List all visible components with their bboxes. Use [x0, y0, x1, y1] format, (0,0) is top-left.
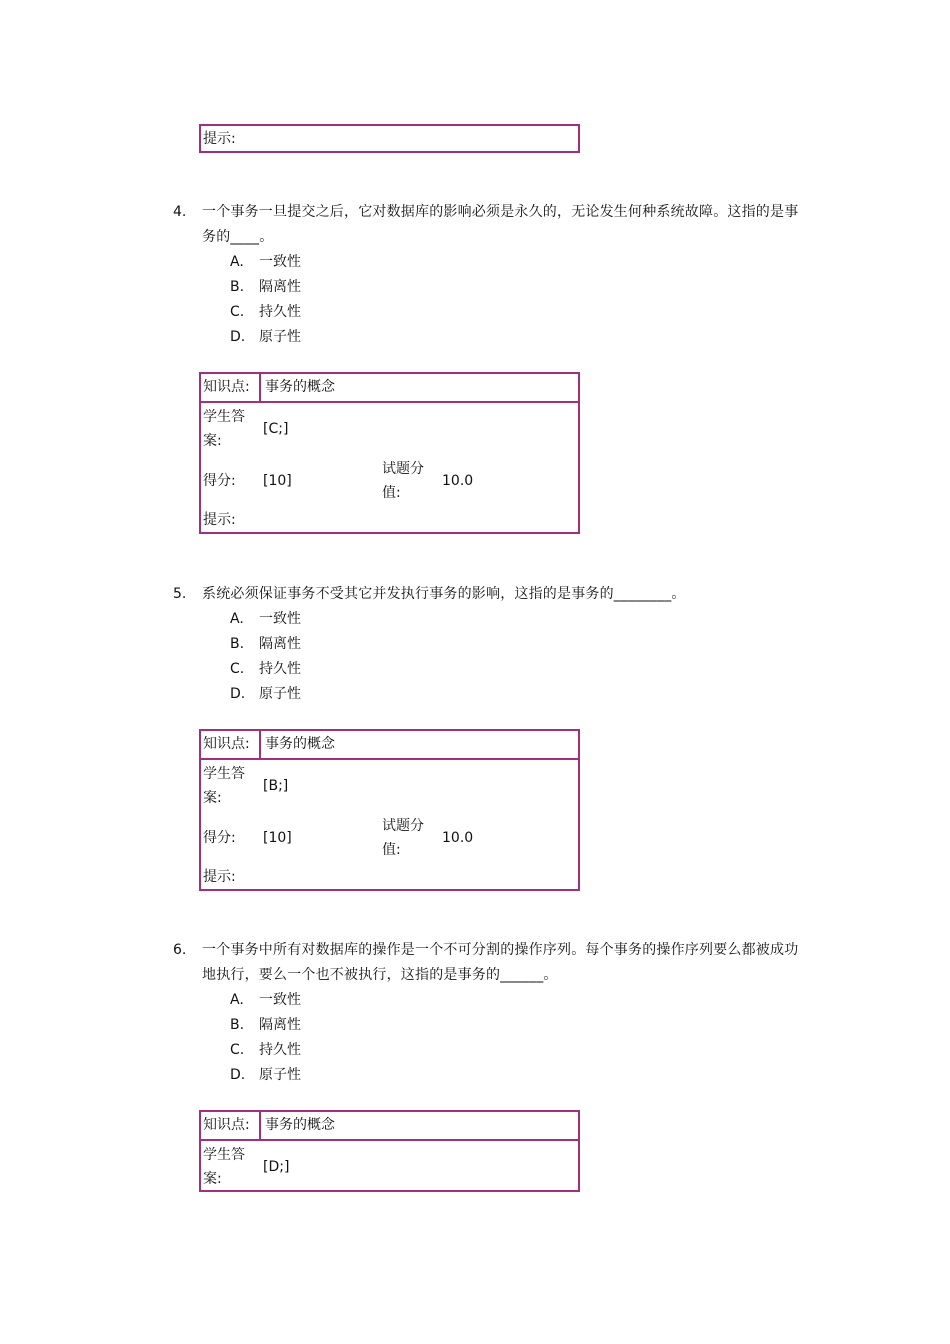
- question-value-label: 试题分值:: [382, 818, 424, 858]
- option-text: 隔离性: [259, 636, 301, 652]
- option-text: 原子性: [259, 1067, 301, 1083]
- option-letter: A.: [230, 254, 244, 270]
- question-text: 一个事务中所有对数据库的操作是一个不可分割的操作序列。每个事务的操作序列要么都被成功地执行，要么一个也不被执行，这指的是事务的______。: [202, 942, 799, 983]
- option-text: 原子性: [259, 329, 301, 345]
- option-letter: C.: [230, 661, 245, 677]
- option-text: 持久性: [259, 1042, 301, 1058]
- option-letter: C.: [230, 304, 245, 320]
- student-answer-label: 学生答案:: [203, 766, 245, 806]
- score-label: 得分:: [203, 473, 236, 489]
- knowledge-point-label: 知识点:: [201, 731, 261, 758]
- score-label: 得分:: [203, 830, 236, 846]
- student-answer-value: [D;]: [263, 1159, 290, 1175]
- score-value: [10]: [263, 473, 292, 489]
- option-text: 原子性: [259, 686, 301, 702]
- option-letter: D.: [230, 329, 246, 345]
- knowledge-point-label: 知识点:: [201, 1112, 261, 1139]
- student-answer-value: [B;]: [263, 778, 289, 794]
- option-text: 持久性: [259, 661, 301, 677]
- option-text: 隔离性: [259, 279, 301, 295]
- option-text: 隔离性: [259, 1017, 301, 1033]
- knowledge-point-row: [201, 1112, 578, 1141]
- student-answer-label: 学生答案:: [203, 1147, 245, 1187]
- result-box: [199, 729, 580, 891]
- option-letter: A.: [230, 992, 244, 1008]
- option-text: 一致性: [259, 254, 301, 270]
- knowledge-point-value: 事务的概念: [265, 736, 335, 752]
- hint-label: 提示:: [203, 869, 236, 885]
- hint-label: 提示:: [203, 512, 236, 528]
- hint-label: 提示:: [203, 131, 236, 147]
- option-letter: C.: [230, 1042, 245, 1058]
- option-letter: D.: [230, 1067, 246, 1083]
- knowledge-point-value: 事务的概念: [265, 1117, 335, 1133]
- question-value: 10.0: [442, 473, 474, 489]
- question-text: 系统必须保证事务不受其它并发执行事务的影响，这指的是事务的________。: [202, 586, 686, 602]
- score-value: [10]: [263, 830, 292, 846]
- option-letter: B.: [230, 279, 245, 295]
- option-text: 持久性: [259, 304, 301, 320]
- option-text: 一致性: [259, 992, 301, 1008]
- knowledge-point-row: [201, 731, 578, 760]
- option-letter: B.: [230, 1017, 245, 1033]
- question-text: 一个事务一旦提交之后，它对数据库的影响必须是永久的，无论发生何种系统故障。这指的是事务的____。: [202, 204, 799, 245]
- question-number: 4.: [173, 204, 187, 220]
- option-text: 一致性: [259, 611, 301, 627]
- knowledge-point-value: 事务的概念: [265, 379, 335, 395]
- knowledge-point-label: 知识点:: [201, 374, 261, 401]
- result-box: [199, 1110, 580, 1192]
- question-value: 10.0: [442, 830, 474, 846]
- question-3-result-box-tail: [199, 124, 580, 153]
- question-number: 6.: [173, 942, 187, 958]
- question-value-label: 试题分值:: [382, 461, 424, 501]
- option-letter: D.: [230, 686, 246, 702]
- knowledge-point-row: [201, 374, 578, 403]
- result-box: [199, 372, 580, 534]
- option-letter: B.: [230, 636, 245, 652]
- student-answer-label: 学生答案:: [203, 409, 245, 449]
- question-number: 5.: [173, 586, 187, 602]
- option-letter: A.: [230, 611, 244, 627]
- student-answer-value: [C;]: [263, 421, 289, 437]
